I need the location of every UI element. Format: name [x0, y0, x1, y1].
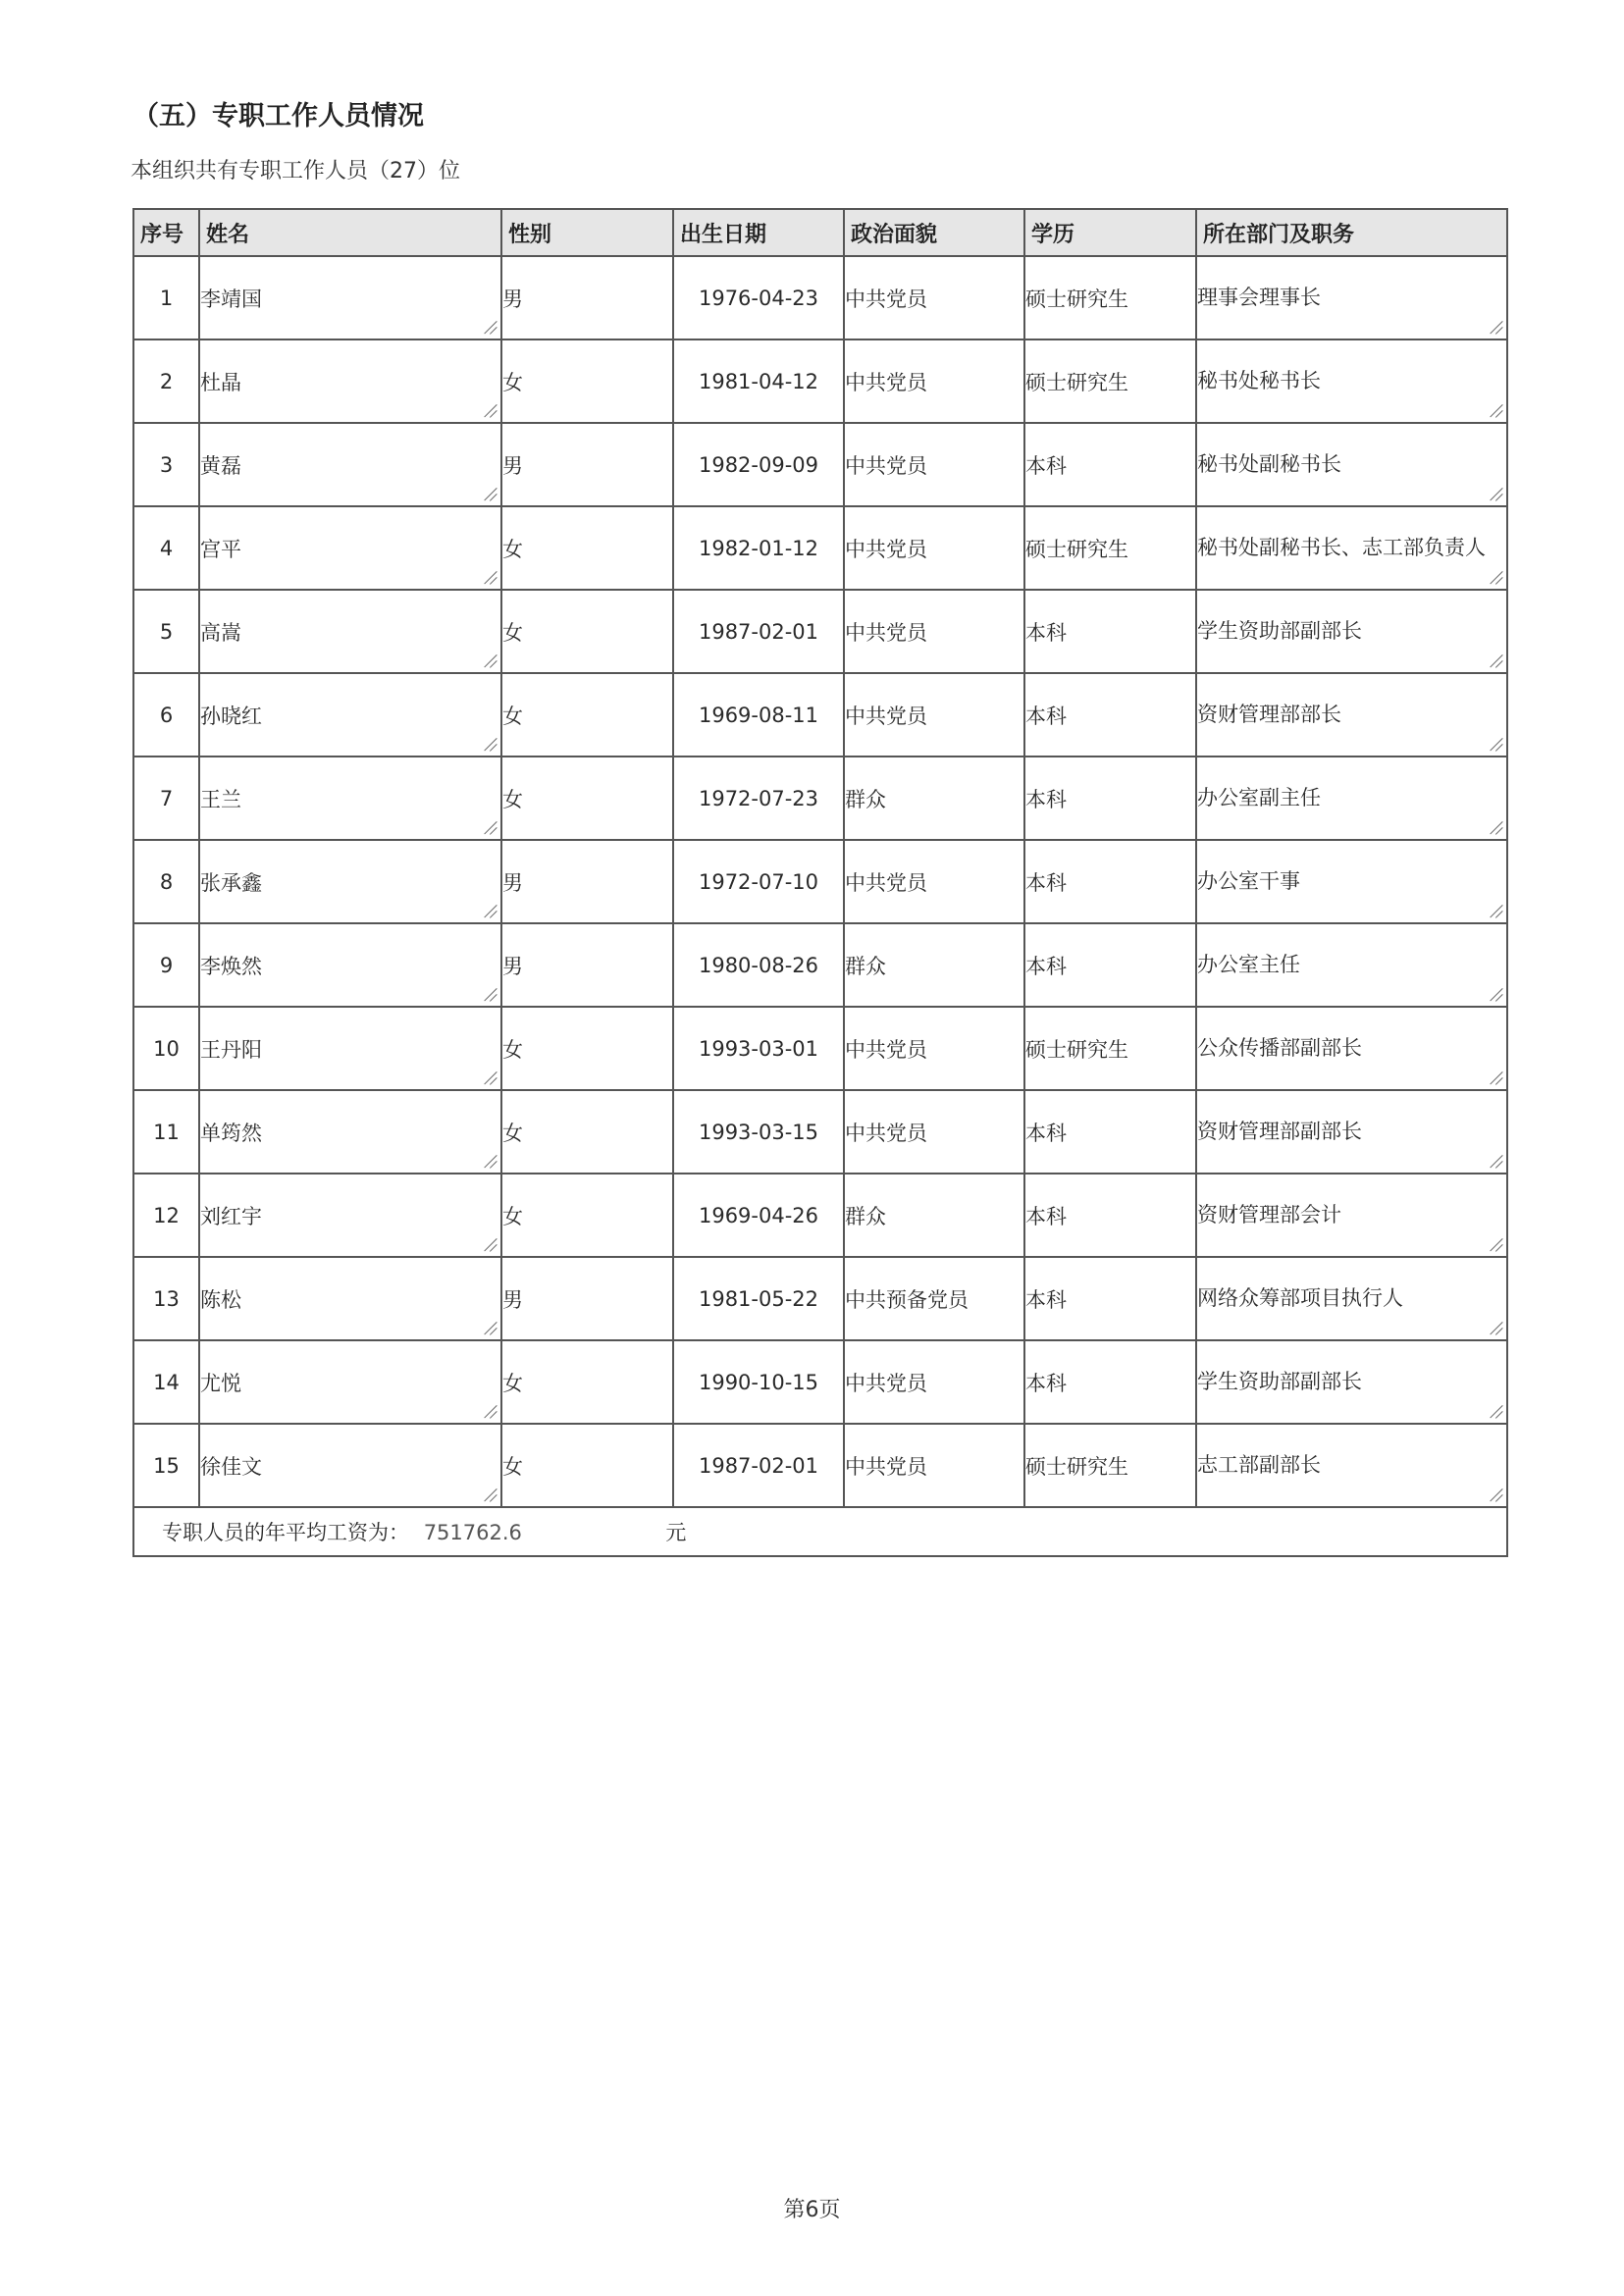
cell-dept-role-field[interactable]: [1196, 339, 1507, 423]
average-salary-row: [133, 1507, 1507, 1556]
cell-index-text: 15: [153, 1453, 180, 1478]
resize-handle-icon[interactable]: [483, 488, 497, 501]
cell-gender: [501, 1340, 673, 1424]
cell-education: [1024, 673, 1196, 757]
cell-name-field[interactable]: [199, 1257, 501, 1340]
table-row: [133, 923, 1507, 1007]
table-row: [133, 339, 1507, 423]
cell-gender-text: 女: [502, 1121, 523, 1145]
cell-political-text: 中共党员: [845, 537, 927, 561]
cell-index-text: 1: [159, 286, 174, 310]
cell-education-text: 本科: [1025, 704, 1067, 728]
header-name: 姓名: [199, 209, 501, 256]
cell-dob: [673, 1007, 844, 1090]
cell-gender: [501, 1007, 673, 1090]
cell-political: [844, 673, 1024, 757]
cell-dept-role-field-text: 秘书处副秘书长、志工部负责人: [1197, 536, 1486, 560]
cell-index-text: 5: [159, 619, 174, 644]
table-row: [133, 1007, 1507, 1090]
cell-name-field[interactable]: [199, 256, 501, 339]
resize-handle-icon[interactable]: [483, 905, 497, 918]
cell-dept-role-field-text: 公众传播部副部长: [1197, 1036, 1362, 1061]
header-political: 政治面貌: [844, 209, 1024, 256]
cell-dept-role-field-text: 网络众筹部项目执行人: [1197, 1286, 1403, 1311]
cell-education: [1024, 1257, 1196, 1340]
cell-dob: [673, 757, 844, 840]
cell-gender-text: 男: [502, 287, 523, 311]
cell-index-text: 9: [159, 953, 174, 977]
cell-index: [133, 840, 199, 923]
cell-dob-text: 1990-10-15: [698, 1370, 819, 1394]
cell-name-field-text: 宫平: [200, 537, 241, 561]
cell-dob-text: 1987-02-01: [698, 1453, 819, 1478]
cell-index: [133, 506, 199, 590]
resize-handle-icon[interactable]: [1489, 1238, 1502, 1252]
section-title: （五）专职工作人员情况: [132, 101, 424, 131]
cell-index: [133, 1174, 199, 1257]
staff-count-text: 本组织共有专职工作人员（27）位: [131, 159, 460, 183]
cell-dob: [673, 256, 844, 339]
cell-dob-text: 1976-04-23: [698, 286, 819, 310]
cell-education: [1024, 1424, 1196, 1507]
cell-gender: [501, 1174, 673, 1257]
cell-gender: [501, 506, 673, 590]
cell-political-text: 群众: [845, 787, 886, 811]
cell-education: [1024, 1090, 1196, 1174]
cell-dept-role-field[interactable]: [1196, 423, 1507, 506]
cell-name-field-text: 张承鑫: [200, 870, 262, 895]
cell-index-text: 11: [153, 1120, 180, 1144]
cell-index-text: 6: [159, 703, 174, 727]
resize-handle-icon[interactable]: [1489, 1488, 1502, 1502]
cell-education: [1024, 256, 1196, 339]
page-number: 第6页: [783, 2198, 841, 2222]
table-row: [133, 1424, 1507, 1507]
resize-handle-icon[interactable]: [1489, 571, 1502, 585]
cell-dept-role-field[interactable]: [1196, 1424, 1507, 1507]
resize-handle-icon[interactable]: [483, 1322, 497, 1335]
cell-gender-text: 女: [502, 620, 523, 645]
cell-dob-text: 1972-07-10: [698, 869, 819, 894]
cell-gender: [501, 1257, 673, 1340]
cell-dob-text: 1982-09-09: [698, 452, 819, 477]
cell-dob-text: 1981-05-22: [698, 1286, 819, 1311]
cell-gender-text: 女: [502, 370, 523, 394]
cell-dob-text: 1969-04-26: [698, 1203, 819, 1227]
cell-index: [133, 923, 199, 1007]
cell-index: [133, 757, 199, 840]
cell-name-field[interactable]: [199, 673, 501, 757]
cell-dob-text: 1993-03-15: [698, 1120, 819, 1144]
cell-political-text: 群众: [845, 1204, 886, 1228]
cell-gender-text: 男: [502, 870, 523, 895]
cell-education-text: 本科: [1025, 1371, 1067, 1395]
cell-name-field-text: 刘红宇: [200, 1204, 262, 1228]
cell-dob-text: 1969-08-11: [698, 703, 819, 727]
cell-dept-role-field[interactable]: [1196, 840, 1507, 923]
cell-index-text: 7: [159, 786, 174, 810]
resize-handle-icon[interactable]: [483, 738, 497, 752]
cell-dept-role-field[interactable]: [1196, 506, 1507, 590]
cell-dept-role-field[interactable]: [1196, 1174, 1507, 1257]
cell-education-text: 硕士研究生: [1025, 537, 1128, 561]
cell-dept-role-field-text: 志工部副部长: [1197, 1453, 1321, 1478]
cell-gender-text: 女: [502, 1371, 523, 1395]
cell-dept-role-field-text: 办公室主任: [1197, 953, 1300, 977]
cell-name-field-text: 徐佳文: [200, 1454, 262, 1479]
cell-index: [133, 256, 199, 339]
resize-handle-icon[interactable]: [483, 1155, 497, 1169]
cell-index: [133, 1007, 199, 1090]
resize-handle-icon[interactable]: [1489, 321, 1502, 335]
cell-dept-role-field[interactable]: [1196, 923, 1507, 1007]
resize-handle-icon[interactable]: [1489, 654, 1502, 668]
staff-table: [132, 208, 1508, 1557]
cell-name-field-text: 王兰: [200, 787, 241, 811]
cell-political-text: 中共党员: [845, 287, 927, 311]
cell-education-text: 硕士研究生: [1025, 370, 1128, 394]
cell-dob: [673, 1090, 844, 1174]
cell-dept-role-field[interactable]: [1196, 590, 1507, 673]
cell-education-text: 本科: [1025, 1287, 1067, 1312]
cell-index-text: 10: [153, 1036, 180, 1061]
cell-name-field-text: 尤悦: [200, 1371, 241, 1395]
cell-dob-text: 1982-01-12: [698, 536, 819, 560]
cell-education-text: 本科: [1025, 453, 1067, 478]
cell-dob: [673, 423, 844, 506]
cell-name-field[interactable]: [199, 1424, 501, 1507]
cell-gender: [501, 923, 673, 1007]
cell-index-text: 8: [159, 869, 174, 894]
cell-political: [844, 256, 1024, 339]
cell-name-field[interactable]: [199, 757, 501, 840]
cell-dept-role-field-text: 资财管理部部长: [1197, 703, 1341, 727]
cell-education: [1024, 757, 1196, 840]
cell-political: [844, 1424, 1024, 1507]
cell-name-field-text: 单筠然: [200, 1121, 262, 1145]
resize-handle-icon[interactable]: [483, 821, 497, 835]
cell-dept-role-field[interactable]: [1196, 1090, 1507, 1174]
resize-handle-icon[interactable]: [1489, 1071, 1502, 1085]
resize-handle-icon[interactable]: [483, 654, 497, 668]
cell-dob: [673, 1424, 844, 1507]
resize-handle-icon[interactable]: [1489, 988, 1502, 1002]
resize-handle-icon[interactable]: [1489, 738, 1502, 752]
cell-dept-role-field[interactable]: [1196, 757, 1507, 840]
cell-education-text: 本科: [1025, 620, 1067, 645]
cell-index-text: 12: [153, 1203, 180, 1227]
cell-political: [844, 339, 1024, 423]
cell-name-field[interactable]: [199, 923, 501, 1007]
header-dob: 出生日期: [673, 209, 844, 256]
cell-gender: [501, 423, 673, 506]
cell-dept-role-field-text: 办公室干事: [1197, 869, 1300, 894]
cell-education: [1024, 923, 1196, 1007]
cell-name-field-text: 陈松: [200, 1287, 241, 1312]
cell-index: [133, 339, 199, 423]
header-dept-role: 所在部门及职务: [1196, 209, 1507, 256]
cell-gender: [501, 840, 673, 923]
cell-name-field[interactable]: [199, 1090, 501, 1174]
resize-handle-icon[interactable]: [483, 571, 497, 585]
cell-dob-text: 1980-08-26: [698, 953, 819, 977]
cell-name-field[interactable]: [199, 840, 501, 923]
cell-political-text: 中共预备党员: [845, 1287, 969, 1312]
resize-handle-icon[interactable]: [1489, 821, 1502, 835]
average-salary-unit: 元: [665, 1521, 687, 1544]
cell-dept-role-field-text: 学生资助部副部长: [1197, 1370, 1362, 1394]
cell-index-text: 14: [153, 1370, 180, 1394]
cell-dept-role-field-text: 办公室副主任: [1197, 786, 1321, 810]
table-row: [133, 590, 1507, 673]
cell-gender-text: 女: [502, 1037, 523, 1062]
cell-political-text: 中共党员: [845, 870, 927, 895]
resize-handle-icon[interactable]: [1489, 1322, 1502, 1335]
average-salary-label: 专职人员的年平均工资为：: [162, 1521, 409, 1544]
table-row: [133, 1174, 1507, 1257]
cell-political-text: 中共党员: [845, 1037, 927, 1062]
table-row: [133, 1090, 1507, 1174]
cell-name-field[interactable]: [199, 590, 501, 673]
cell-index: [133, 423, 199, 506]
cell-name-field[interactable]: [199, 423, 501, 506]
cell-name-field-text: 李焕然: [200, 954, 262, 978]
cell-education-text: 本科: [1025, 954, 1067, 978]
cell-political-text: 中共党员: [845, 370, 927, 394]
table-row: [133, 673, 1507, 757]
cell-dept-role-field[interactable]: [1196, 1340, 1507, 1424]
cell-gender: [501, 1090, 673, 1174]
cell-education-text: 本科: [1025, 787, 1067, 811]
cell-name-field[interactable]: [199, 1174, 501, 1257]
cell-name-field-text: 孙晓红: [200, 704, 262, 728]
cell-dob: [673, 840, 844, 923]
cell-gender-text: 男: [502, 954, 523, 978]
cell-index: [133, 673, 199, 757]
cell-education-text: 本科: [1025, 1121, 1067, 1145]
cell-dob: [673, 1174, 844, 1257]
cell-dept-role-field-text: 理事会理事长: [1197, 286, 1321, 310]
cell-dob: [673, 339, 844, 423]
cell-political-text: 中共党员: [845, 453, 927, 478]
cell-index: [133, 1424, 199, 1507]
resize-handle-icon[interactable]: [483, 988, 497, 1002]
cell-dept-role-field-text: 资财管理部会计: [1197, 1203, 1341, 1227]
cell-education: [1024, 1174, 1196, 1257]
table-row: [133, 840, 1507, 923]
cell-name-field[interactable]: [199, 1340, 501, 1424]
cell-political-text: 中共党员: [845, 1371, 927, 1395]
cell-index: [133, 1340, 199, 1424]
cell-gender-text: 女: [502, 704, 523, 728]
cell-political: [844, 423, 1024, 506]
cell-dept-role-field-text: 学生资助部副部长: [1197, 619, 1362, 644]
cell-name-field-text: 李靖国: [200, 287, 262, 311]
resize-handle-icon[interactable]: [1489, 488, 1502, 501]
cell-gender: [501, 256, 673, 339]
cell-political: [844, 1340, 1024, 1424]
resize-handle-icon[interactable]: [1489, 905, 1502, 918]
cell-gender-text: 女: [502, 1204, 523, 1228]
cell-name-field-text: 高嵩: [200, 620, 241, 645]
cell-education-text: 硕士研究生: [1025, 1037, 1128, 1062]
cell-dept-role-field-text: 秘书处副秘书长: [1197, 452, 1341, 477]
cell-gender-text: 女: [502, 1454, 523, 1479]
cell-dept-role-field[interactable]: [1196, 256, 1507, 339]
cell-dept-role-field[interactable]: [1196, 1007, 1507, 1090]
cell-gender: [501, 673, 673, 757]
table-row: [133, 1257, 1507, 1340]
cell-education-text: 本科: [1025, 870, 1067, 895]
cell-dob-text: 1972-07-23: [698, 786, 819, 810]
cell-education: [1024, 339, 1196, 423]
resize-handle-icon[interactable]: [483, 1405, 497, 1419]
resize-handle-icon[interactable]: [1489, 1155, 1502, 1169]
resize-handle-icon[interactable]: [483, 1238, 497, 1252]
cell-index-text: 3: [159, 452, 174, 477]
average-salary-value[interactable]: 751762.6: [423, 1521, 522, 1544]
cell-political: [844, 1174, 1024, 1257]
cell-dob-text: 1987-02-01: [698, 619, 819, 644]
cell-political: [844, 1090, 1024, 1174]
cell-political-text: 群众: [845, 954, 886, 978]
cell-political-text: 中共党员: [845, 1454, 927, 1479]
resize-handle-icon[interactable]: [483, 1488, 497, 1502]
table-row: [133, 256, 1507, 339]
table-row: [133, 423, 1507, 506]
cell-education-text: 硕士研究生: [1025, 1454, 1128, 1479]
cell-dob: [673, 923, 844, 1007]
cell-education-text: 本科: [1025, 1204, 1067, 1228]
cell-dob: [673, 1340, 844, 1424]
cell-political: [844, 1257, 1024, 1340]
cell-education: [1024, 1340, 1196, 1424]
cell-education: [1024, 423, 1196, 506]
average-salary-cell: [133, 1507, 1507, 1556]
resize-handle-icon[interactable]: [1489, 404, 1502, 418]
cell-political: [844, 757, 1024, 840]
cell-index-text: 13: [153, 1286, 180, 1311]
cell-index: [133, 1090, 199, 1174]
cell-political: [844, 590, 1024, 673]
cell-dob-text: 1993-03-01: [698, 1036, 819, 1061]
cell-index-text: 4: [159, 536, 174, 560]
table-header-row: [133, 209, 1507, 256]
header-gender: 性别: [501, 209, 673, 256]
header-index: 序号: [133, 209, 199, 256]
cell-index-text: 2: [159, 369, 174, 393]
cell-education: [1024, 1007, 1196, 1090]
cell-education: [1024, 840, 1196, 923]
cell-education: [1024, 590, 1196, 673]
resize-handle-icon[interactable]: [483, 1071, 497, 1085]
cell-gender: [501, 1424, 673, 1507]
cell-name-field-text: 王丹阳: [200, 1037, 262, 1062]
cell-name-field-text: 杜晶: [200, 370, 241, 394]
cell-dept-role-field-text: 资财管理部副部长: [1197, 1120, 1362, 1144]
cell-index: [133, 590, 199, 673]
table-row: [133, 1340, 1507, 1424]
cell-dob: [673, 673, 844, 757]
cell-political-text: 中共党员: [845, 1121, 927, 1145]
cell-dept-role-field[interactable]: [1196, 1257, 1507, 1340]
cell-index: [133, 1257, 199, 1340]
cell-education-text: 硕士研究生: [1025, 287, 1128, 311]
cell-gender-text: 男: [502, 453, 523, 478]
cell-political-text: 中共党员: [845, 620, 927, 645]
cell-political: [844, 1007, 1024, 1090]
cell-dept-role-field-text: 秘书处秘书长: [1197, 369, 1321, 393]
cell-dob: [673, 506, 844, 590]
cell-gender: [501, 339, 673, 423]
cell-gender-text: 女: [502, 537, 523, 561]
cell-name-field[interactable]: [199, 339, 501, 423]
cell-name-field[interactable]: [199, 1007, 501, 1090]
cell-dept-role-field[interactable]: [1196, 673, 1507, 757]
cell-education: [1024, 506, 1196, 590]
resize-handle-icon[interactable]: [483, 321, 497, 335]
table-row: [133, 506, 1507, 590]
cell-dob: [673, 590, 844, 673]
resize-handle-icon[interactable]: [483, 404, 497, 418]
cell-political: [844, 506, 1024, 590]
cell-political: [844, 923, 1024, 1007]
table-row: [133, 757, 1507, 840]
cell-name-field[interactable]: [199, 506, 501, 590]
cell-gender: [501, 757, 673, 840]
cell-political-text: 中共党员: [845, 704, 927, 728]
cell-gender-text: 男: [502, 1287, 523, 1312]
cell-dob: [673, 1257, 844, 1340]
resize-handle-icon[interactable]: [1489, 1405, 1502, 1419]
cell-political: [844, 840, 1024, 923]
cell-gender: [501, 590, 673, 673]
cell-gender-text: 女: [502, 787, 523, 811]
cell-dob-text: 1981-04-12: [698, 369, 819, 393]
cell-name-field-text: 黄磊: [200, 453, 241, 478]
header-education: 学历: [1024, 209, 1196, 256]
